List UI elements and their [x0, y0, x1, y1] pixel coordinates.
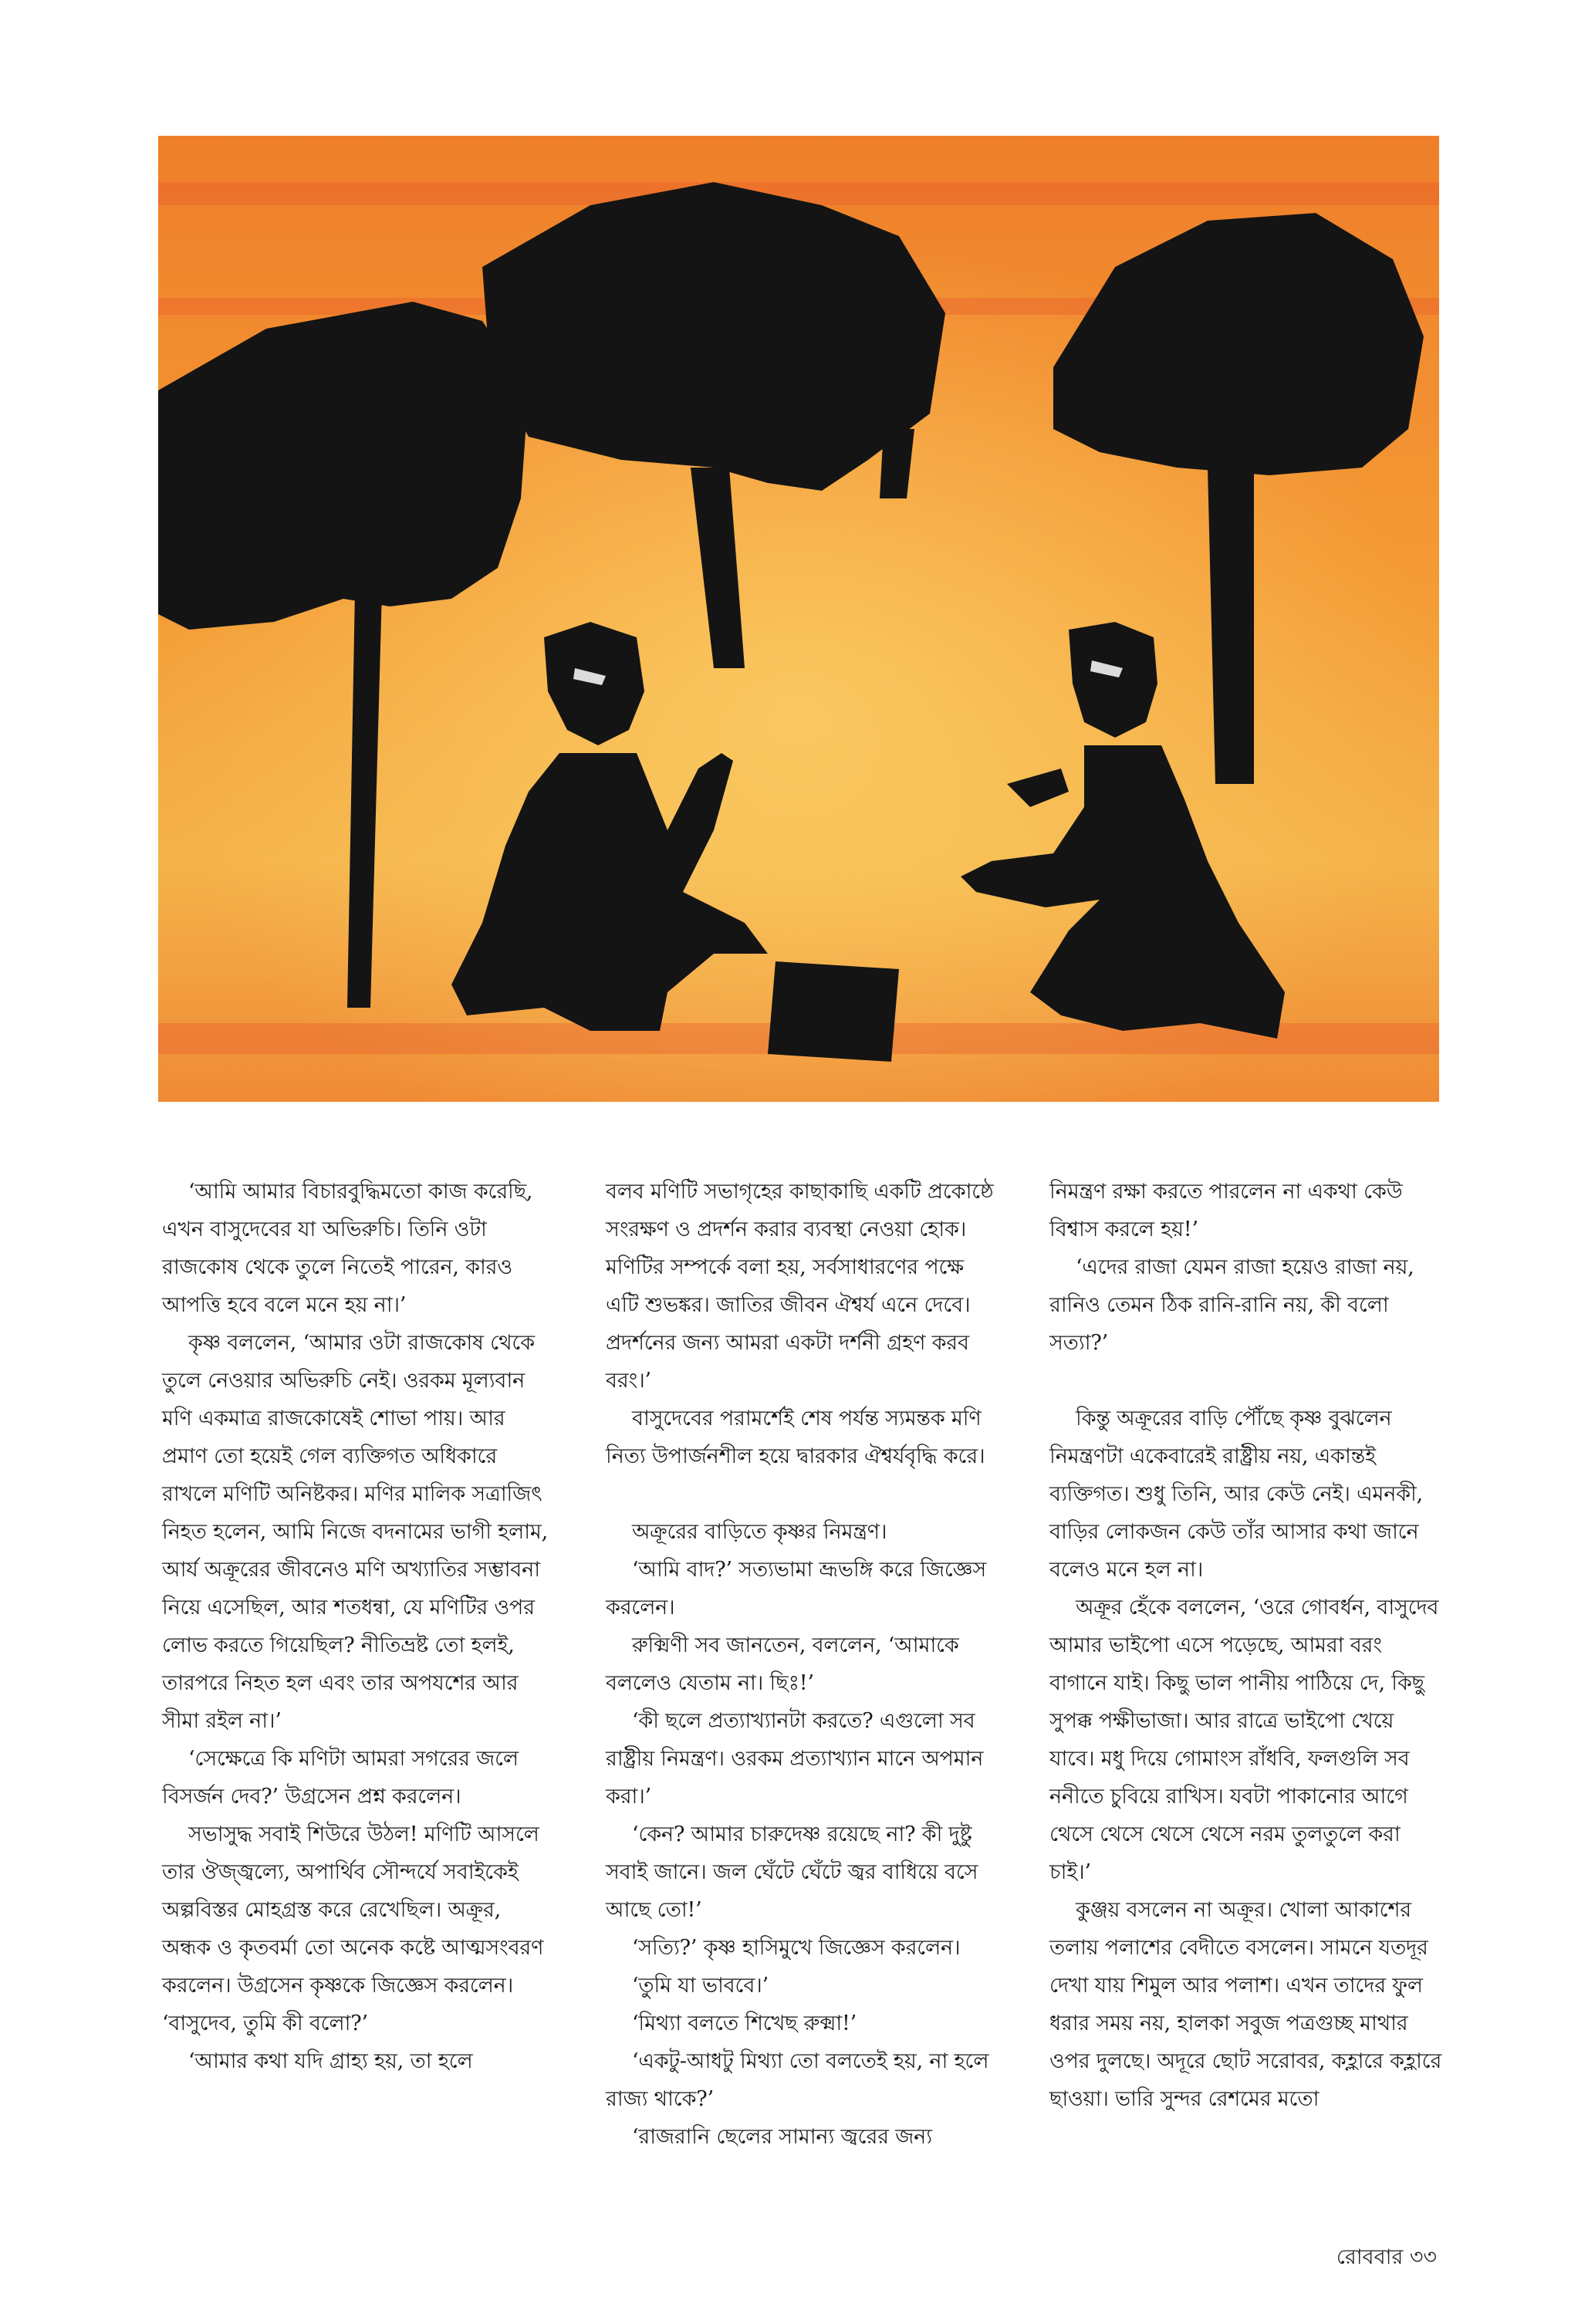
- paragraph: অক্রূর হেঁকে বললেন, ‘ওরে গোবর্ধন, বাসুদেব আমার ভাইপো এসে পড়েছে, আমরা বরং বাগানে যাই। কিছু ভাল পানীয় পাঠিয়ে দে, কিছু সুপক্ক পক্ষীভাজা। আর রাত্রে ভাইপো খেয়ে যাবে। মধু দিয়ে গোমাংস রাঁধবি, ফলগুলি সব ননীতে চুবিয়ে রাখিস। যবটা পাকানোর আগে থেসে থেসে থেসে থেসে নরম তুলতুলে করা চাই।’: [1049, 1596, 1439, 1884]
- text-column-2: [606, 1173, 999, 2160]
- text-column-1: [162, 1173, 556, 2160]
- cover-illustration: [158, 136, 1439, 1102]
- paragraph: অক্রূরের বাড়িতে কৃষ্ণর নিমন্ত্রণ।: [632, 1520, 887, 1544]
- section-break: [606, 1475, 999, 1513]
- paragraph: ‘সেক্ষেত্রে কি মণিটা আমরা সগরের জলে বিসর্জন দেব?’ উগ্রসেন প্রশ্ন করলেন।: [162, 1747, 519, 1809]
- paragraph: ‘সত্যি?’ কৃষ্ণ হাসিমুখে জিজ্ঞেস করলেন।: [632, 1936, 961, 1960]
- paragraph: বাসুদেবের পরামর্শেই শেষ পর্যন্ত স্যমন্তক মণি নিত্য উপার্জনশীল হয়ে দ্বারকার ঐশ্বর্যবৃদ্ধি করে।: [606, 1407, 985, 1468]
- paragraph: কৃষ্ণ বললেন, ‘আমার ওটা রাজকোষ থেকে তুলে নেওয়ার অভিরুচি নেই। ওরকম মূল্যবান মণি একমাত্র রাজকোষেই শোভা পায়। আর প্রমাণ তো হয়েই গেল ব্যক্তিগত অধিকারে রাখলে মণিটি অনিষ্টকর। মণির মালিক সত্রাজিৎ নিহত হলেন, আমি নিজে বদনামের ভাগী হলাম, আর্য অক্রূরের জীবনেও মণি অখ্যাতির সম্ভাবনা নিয়ে এসেছিল, আর শতধন্বা, যে মণিটির ওপর লোভ করতে গিয়েছিল? নীতিভ্রষ্ট তো হলই, তারপরে নিহত হল এবং তার অপযশের আর সীমা রইল না।’: [162, 1331, 549, 1733]
- page-footer: রোববার ৩৩: [1336, 2245, 1437, 2269]
- paragraph: নিমন্ত্রণ রক্ষা করতে পারলেন না একথা কেউ বিশ্বাস করলে হয়!’: [1049, 1180, 1403, 1241]
- paragraph: বলব মণিটি সভাগৃহের কাছাকাছি একটি প্রকোষ্ঠে সংরক্ষণ ও প্রদর্শন করার ব্যবস্থা নেওয়া হোক। মণিটির সম্পর্কে বলা হয়, সর্বসাধারণের পক্ষে এটি শুভঙ্কর। জাতির জীবন ঐশ্বর্য এনে দেবে। প্রদর্শনের জন্য আমরা একটা দর্শনী গ্রহণ করব বরং।’: [606, 1180, 994, 1393]
- paragraph: ‘তুমি যা ভাববে।’: [632, 1974, 769, 1998]
- paragraph: ‘মিথ্যা বলতে শিখেছ রুক্মা!’: [632, 2012, 857, 2035]
- paragraph: ‘কী ছলে প্রত্যাখ্যানটা করতে? এগুলো সব রাষ্ট্রীয় নিমন্ত্রণ। ওরকম প্রত্যাখ্যান মানে অপমান করা।’: [606, 1709, 984, 1809]
- paragraph: ‘আমার কথা যদি গ্রাহ্য হয়, তা হলে: [188, 2049, 473, 2073]
- paragraph: রুক্মিণী সব জানতেন, বললেন, ‘আমাকে বললেও যেতাম না। ছিঃ!’: [606, 1633, 959, 1695]
- paragraph: ‘কেন? আমার চারুদেষ্ণ রয়েছে না? কী দুষ্টু সবাই জানে। জল ঘেঁটে ঘেঁটে জ্বর বাধিয়ে বসে আছে তো!’: [606, 1822, 978, 1922]
- paragraph: ‘এদের রাজা যেমন রাজা হয়েও রাজা নয়, রানিও তেমন ঠিক রানি-রানি নয়, কী বলো সত্যা?’: [1049, 1255, 1414, 1355]
- text-column-3: [1049, 1173, 1443, 2160]
- paragraph: সভাসুদ্ধ সবাই শিউরে উঠল! মণিটি আসলে তার ঔজ্জ্বল্যে, অপার্থিব সৌন্দর্যে সবাইকেই অল্পবিস্তর মোহগ্রস্ত করে রেখেছিল। অক্রূর, অন্ধক ও কৃতবর্মা তো অনেক কষ্টে আত্মসংবরণ করলেন। উগ্রসেন কৃষ্ণকে জিজ্ঞেস করলেন। ‘বাসুদেব, তুমি কী বলো?’: [162, 1822, 544, 2035]
- paragraph: ‘রাজরানি ছেলের সামান্য জ্বরের জন্য: [632, 2125, 932, 2149]
- paragraph: কিন্তু অক্রূরের বাড়ি পৌঁছে কৃষ্ণ বুঝলেন নিমন্ত্রণটা একেবারেই রাষ্ট্রীয় নয়, একান্তই ব্যক্তিগত। শুধু তিনি, আর কেউ নেই। এমনকী, বাড়ির লোকজন কেউ তাঁর আসার কথা জানে বলেও মনে হল না।: [1049, 1407, 1423, 1582]
- paragraph: ‘আমি আমার বিচারবুদ্ধিমতো কাজ করেছি, এখন বাসুদেবের যা অভিরুচি। তিনি ওটা রাজকোষ থেকে তুলে নিতেই পারেন, কারও আপত্তি হবে বলে মনে হয় না।’: [162, 1180, 533, 1317]
- right-tree-trunk: [1208, 468, 1254, 784]
- paragraph: ‘একটু-আধটু মিথ্যা তো বলতেই হয়, না হলে রাজ্য থাকে?’: [606, 2049, 989, 2111]
- paragraph: ‘আমি বাদ?’ সত্যভামা ভ্রূভঙ্গি করে জিজ্ঞেস করলেন।: [606, 1558, 987, 1620]
- section-break: [1049, 1362, 1443, 1400]
- paper-cut-artwork: [158, 136, 1439, 1102]
- book: [768, 961, 899, 1062]
- paragraph: কুঞ্জয় বসলেন না অক্রূর। খোলা আকাশের তলায় পলাশের বেদীতে বসলেন। সামনে যতদূর দেখা যায় শিমুল আর পলাশ। এখন তাদের ফুল ধরার সময় নয়, হালকা সবুজ পত্রগুচ্ছ মাথার ওপর দুলছে। অদূরে ছোট সরোবর, কহ্লারে কহ্লারে ছাওয়া। ভারি সুন্দর রেশমের মতো: [1049, 1898, 1442, 2111]
- article-body: [162, 1173, 1443, 2160]
